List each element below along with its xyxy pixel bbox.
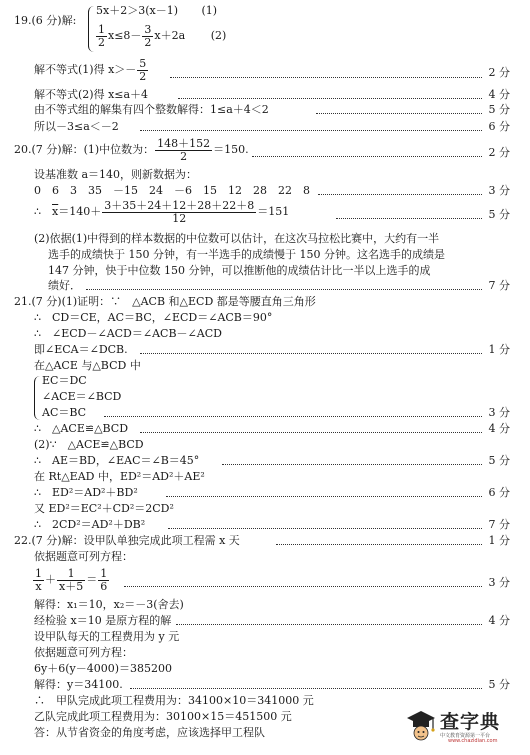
q21-step: ∴ ED²＝AD²＋BD² (34, 486, 138, 499)
score-mark: 3 分 (488, 576, 510, 589)
score-mark: 2 分 (488, 66, 510, 79)
q20-paragraph-line: 绩好． (48, 279, 81, 292)
logo-url: www.chazidian.com (448, 738, 498, 744)
leader-dots (318, 194, 482, 195)
q21-step: ∴ CD＝CE，AC＝BC，∠ECD＝∠ACB＝90° (34, 311, 273, 324)
leader-dots (140, 130, 482, 131)
q19-inequality-2: $\frac{1}{2}$ x≤8－ $\frac{3}{2}$ x＋2a (2) (98, 22, 227, 49)
leader-dots (130, 688, 482, 689)
q22-step: 解得：x₁＝10，x₂＝－3(舍去) (34, 598, 184, 611)
score-mark: 7 分 (488, 279, 510, 292)
leader-dots (104, 416, 482, 417)
leader-dots (168, 528, 482, 529)
score-mark: 7 分 (488, 518, 510, 531)
q20-new-data: 0 6 3 35 －15 24 －6 15 12 28 22 8 (34, 184, 310, 197)
leader-dots (176, 624, 482, 625)
q21-condition: EC＝DC (42, 374, 87, 387)
q20-paragraph-line: 147 分钟，快于中位数 150 分钟，可以推断他的成绩估计比一半以上选手的成 (48, 264, 431, 277)
leader-dots (336, 218, 482, 219)
graduation-cap-icon (406, 709, 436, 743)
leader-dots (276, 544, 482, 545)
leader-dots (140, 432, 482, 433)
score-mark: 6 分 (488, 120, 510, 133)
score-mark: 4 分 (488, 422, 510, 435)
leader-dots (170, 77, 482, 78)
q22-step: 解得：y＝34100. (34, 678, 123, 691)
q21-step: 在 Rt△EAD 中，ED²＝AD²＋AE² (34, 470, 205, 483)
q21-step: 又 ED²＝EC²＋CD²＝2CD² (34, 502, 174, 515)
q21-system-brace (34, 376, 40, 420)
q22-step: 6y＋6(y－4000)＝385200 (34, 662, 172, 675)
logo-subtitle: 中文教育资源第一平台 (440, 733, 491, 739)
q22-step: 依据题意可列方程： (34, 550, 133, 563)
score-mark: 6 分 (488, 486, 510, 499)
q20-paragraph-line: (2)依据(1)中得到的样本数据的中位数可以估计，在这次马拉松比赛中，大约有一半 (34, 232, 440, 245)
score-mark: 1 分 (488, 343, 510, 356)
q19-step-2: 解不等式(2)得 x≤a＋4 (34, 88, 149, 101)
q21-condition: AC＝BC (42, 406, 87, 419)
q22-heading: 22.(7 分)解：设甲队单独完成此项工程需 x 天 (14, 534, 240, 547)
q21-condition: ∠ACE＝∠BCD (42, 390, 122, 403)
q22-step: 设甲队每天的工程费用为 y 元 (34, 630, 180, 643)
q20-median: 20.(7 分)解：(1)中位数为： $\frac{148+152}{2}$ ＝150. (14, 136, 249, 163)
q21-step: ∴ 2CD²＝AD²＋DB² (34, 518, 146, 531)
q22-step: 乙队完成此项工程费用为：30100×15＝451500 元 (34, 710, 292, 723)
chazidian-logo (404, 707, 522, 747)
q21-step: 在△ACE 与△BCD 中 (34, 359, 141, 372)
leader-dots (222, 464, 482, 465)
q20-mean: ∴ $\overline{x}=140+$ $\frac{3+35+24+12+28+22+8}{12}$ ＝151 (34, 198, 290, 225)
logo-title: 查字典 (440, 711, 501, 733)
q21-step: (2)∵ △ACE≌△BCD (34, 438, 144, 451)
q22-step: ∴ 甲队完成此项工程费用为：34100×10＝341000 元 (34, 694, 314, 707)
q19-inequality-1: 5x＋2＞3(x－1) (1) (96, 4, 218, 17)
q22-equation: $\frac{1}{x}$ ＋ $\frac{1}{x+5}$ ＝ $\frac{1}{6}$ (35, 566, 108, 593)
q20-base-number: 设基准数 a＝140，则新数据为： (34, 168, 198, 181)
leader-dots (252, 156, 482, 157)
q19-heading: 19.(6 分)解: (14, 14, 77, 27)
leader-dots (140, 353, 482, 354)
score-mark: 5 分 (488, 208, 510, 221)
score-mark: 5 分 (488, 454, 510, 467)
score-mark: 4 分 (488, 614, 510, 627)
leader-dots (86, 289, 482, 290)
score-mark: 3 分 (488, 184, 510, 197)
score-mark: 4 分 (488, 88, 510, 101)
q22-answer: 答：从节省资金的角度考虑，应该选择甲工程队 (34, 726, 265, 739)
leader-dots (124, 586, 482, 587)
q21-step: ∴ △ACE≌△BCD (34, 422, 129, 435)
leader-dots (178, 98, 482, 99)
q19-step-4: 所以－3≤a＜－2 (34, 120, 119, 133)
q20-paragraph-line: 选手的成绩快于 150 分钟，有一半选手的成绩慢于 150 分钟。这名选手的成绩是 (48, 248, 445, 261)
leader-dots (316, 113, 482, 114)
score-mark: 1 分 (488, 534, 510, 547)
score-mark: 3 分 (488, 406, 510, 419)
q21-step: ∴ ∠ECD－∠ACD＝∠ACB－∠ACD (34, 327, 222, 340)
score-mark: 2 分 (488, 146, 510, 159)
q19-step-1: 解不等式(1)得 x＞－ $\frac{5}{2}$ (34, 56, 147, 83)
q19-system-brace (88, 6, 94, 52)
q22-step: 经检验 x＝10 是原方程的解 (34, 614, 172, 627)
q19-step-3: 由不等式组的解集有四个整数解得：1≤a＋4＜2 (34, 103, 269, 116)
q22-step: 依据题意可列方程： (34, 646, 133, 659)
score-mark: 5 分 (488, 678, 510, 691)
q21-step: 即∠ECA＝∠DCB. (34, 343, 128, 356)
q21-step: ∴ AE＝BD，∠EAC＝∠B＝45° (34, 454, 200, 467)
leader-dots (166, 496, 482, 497)
score-mark: 5 分 (488, 103, 510, 116)
q21-heading: 21.(7 分)(1)证明：∵ △ACB 和△ECD 都是等腰直角三角形 (14, 295, 316, 308)
